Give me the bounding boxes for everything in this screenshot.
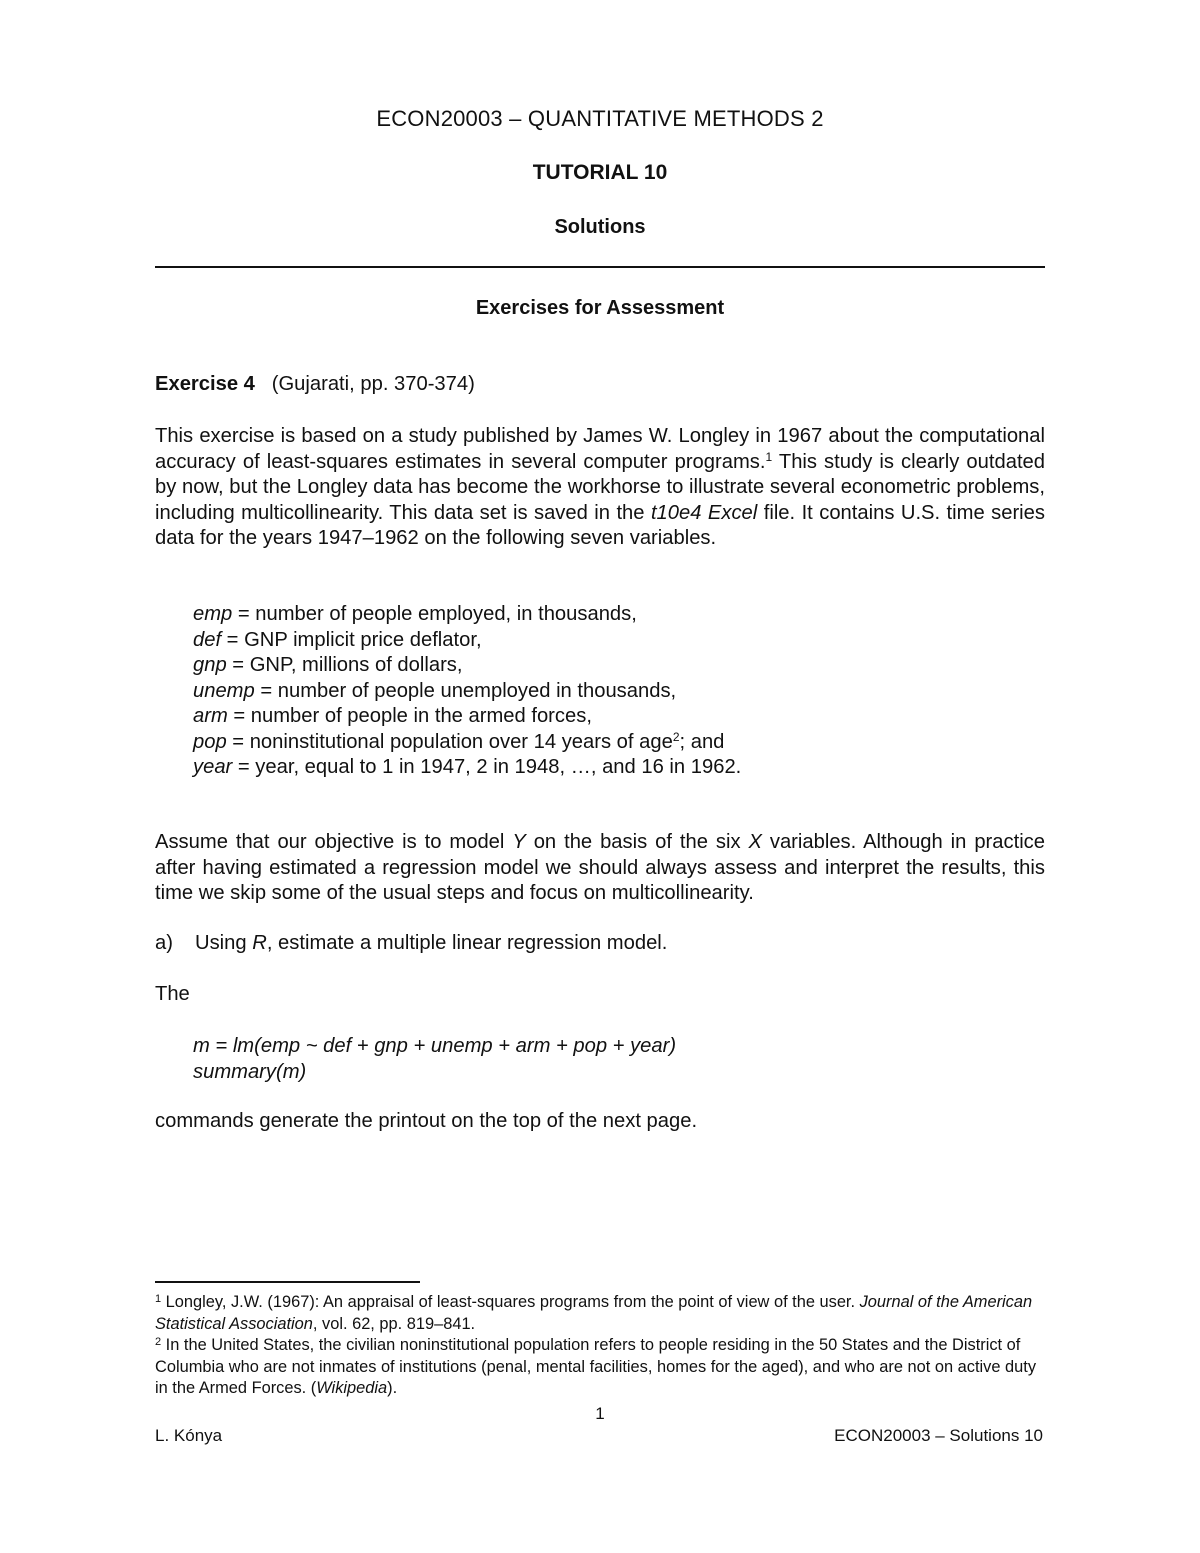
code-line: summary(m) — [193, 1060, 307, 1083]
part-a: a) Using R, estimate a multiple linear regression model. — [155, 932, 668, 954]
footnote-ref-2: 2 — [672, 729, 680, 744]
subtitle: Solutions — [554, 216, 646, 238]
code-line: m = lm(emp ~ def + gnp + unemp + arm + pop + year) — [193, 1035, 677, 1057]
variable-item: def = GNP implicit price deflator, — [193, 628, 482, 651]
intro-paragraph — [155, 424, 1045, 552]
intro-text-3: file. It contains U.S. time series data for the years 1947–1962 on the following seven variables. — [155, 501, 1045, 549]
variable-item: gnp = GNP, millions of dollars, — [193, 654, 463, 676]
footnote-1: $^1$ Longley, J.W. (1967): An appraisal of least-squares programs from the point of view of the user. Journal of the American Statistical Association, vol. 62, pp. 819–841. — [155, 1293, 1033, 1333]
section-heading: Exercises for Assessment — [475, 297, 725, 319]
commands-text: commands generate the printout on the top of the next page. — [155, 1110, 698, 1132]
part-a-label: a) — [155, 932, 173, 954]
software-name: R — [252, 932, 267, 954]
the-word: The — [155, 983, 190, 1005]
variable-item: pop = noninstitutional population over 14 years of age$^2$; and — [193, 729, 725, 753]
footer-author: L. Kónya — [155, 1426, 223, 1445]
course-title: ECON20003 – QUANTITATIVE METHODS 2 — [376, 106, 824, 131]
tutorial-title: TUTORIAL 10 — [532, 161, 668, 184]
exercise-label: Exercise 4 — [155, 373, 255, 395]
exercise-heading — [155, 373, 475, 396]
footer-doc-ref: ECON20003 – Solutions 10 — [834, 1426, 1043, 1445]
r-code-block — [193, 1034, 676, 1085]
file-name: t10e4 Excel — [650, 501, 758, 524]
variable-item: year = year, equal to 1 in 1947, 2 in 1948, …, and 16 in 1962. — [193, 756, 742, 778]
footnote-2: $^2$ In the United States, the civilian noninstitutional population refers to people residing in the 50 States and the District of Columbia who are not inmates of institutions (penal, mental facilities, homes for the aged), and who are not on active duty in the Armed Forces. (Wikipedia). — [155, 1336, 1037, 1397]
variable-list — [193, 602, 741, 781]
footnote-divider — [155, 1281, 420, 1283]
page-number: 1 — [595, 1404, 605, 1423]
footnote-ref-1: 1 — [765, 449, 773, 464]
footnotes — [155, 1292, 1045, 1400]
variable-item: unemp = number of people unemployed in thousands, — [193, 679, 677, 702]
variable-item: emp = number of people employed, in thousands, — [193, 603, 637, 625]
intro-text-1: This exercise is based on a study published by James W. Longley in 1967 about the computational accuracy of least-squares estimates in several computer programs. — [155, 425, 1045, 473]
intro-text-2: This study is clearly outdated by now, but the Longley data has become the workhorse to illustrate several econometric problems, including multicollinearity. This data set is saved in the — [155, 450, 1046, 524]
exercise-reference: (Gujarati, pp. 370-374) — [271, 373, 475, 395]
variable-item: arm = number of people in the armed forces, — [193, 705, 592, 727]
header-divider — [155, 266, 1045, 268]
objective-paragraph: Assume that our objective is to model Y on the basis of the six X variables. Although in practice after having estimated a regression model we should always assess and interpret the results, this time we skip some of the usual steps and focus on multicollinearity. — [155, 831, 1046, 904]
